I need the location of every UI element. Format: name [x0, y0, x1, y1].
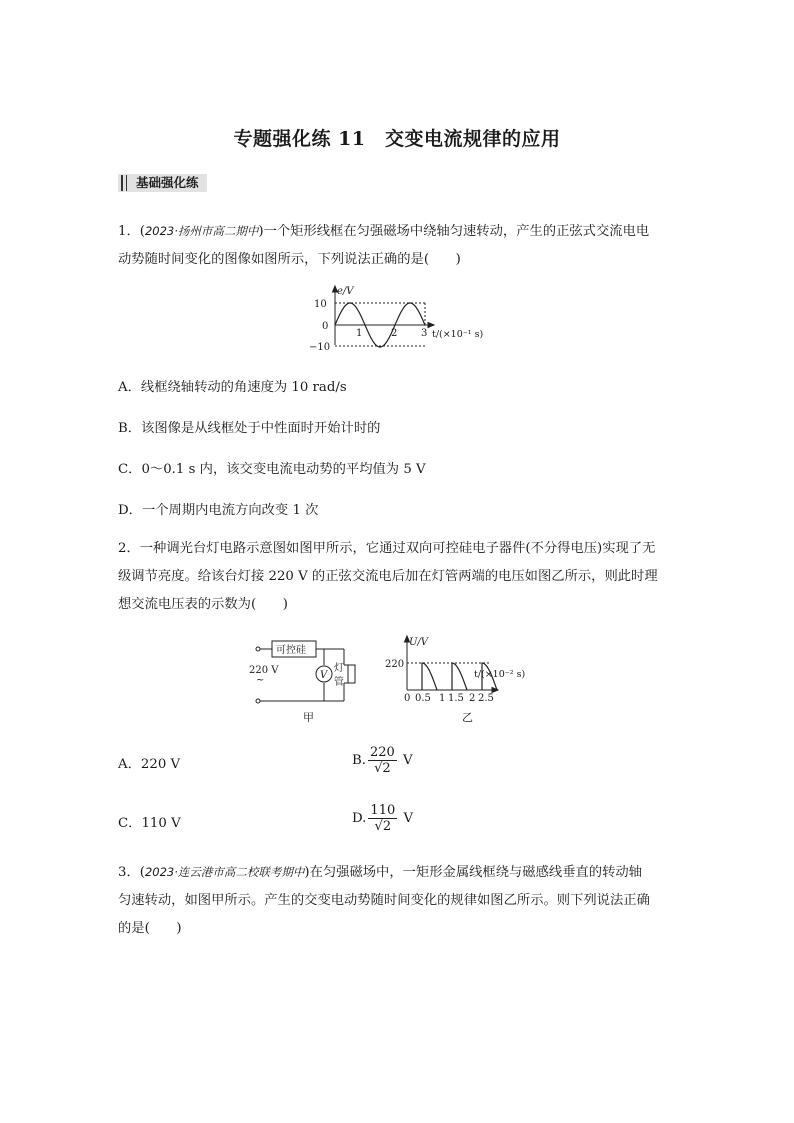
q1-ytick-zero: 0	[322, 321, 329, 332]
question-2-line-3: 想交流电压表的示数为( )	[118, 597, 288, 612]
question-2-voltage-chart	[382, 630, 552, 724]
question-2-option-b[interactable]: B. $\frac{220}{√2}$ V	[352, 745, 413, 776]
question-1-emf-chart	[300, 282, 500, 354]
terminal-top	[256, 647, 260, 651]
section-marker-thin	[126, 175, 127, 191]
q1-ytick-max: 10	[314, 299, 327, 310]
question-1-line-1: 1．(2023·扬州市高二期中)一个矩形线框在匀强磁场中绕轴匀速转动，产生的正弦式交流电电	[118, 224, 650, 239]
lamp-label-1: 灯	[334, 663, 344, 674]
question-3-stem	[118, 858, 680, 943]
question-1-line-2: 动势随时间变化的图像如图所示，下列说法正确的是( )	[118, 252, 461, 267]
option-d-fraction: $\frac{110}{√2}$	[370, 803, 396, 834]
q2-ytick: 220	[385, 659, 405, 670]
q1-xtick-1: 1	[356, 328, 363, 339]
thyristor-label: 可控硅	[276, 645, 306, 656]
q1-xtick-3: 3	[421, 328, 428, 339]
section-label: 基础强化练	[136, 175, 199, 190]
q1-ylabel: e/V	[337, 286, 354, 297]
question-1-option-b[interactable]: B．该图像是从线框处于中性面时开始计时的	[118, 421, 381, 436]
q2-xtick-1: 0.5	[415, 693, 431, 704]
question-3-line-3: 的是( )	[118, 921, 182, 936]
q1-x-arrow	[428, 323, 434, 328]
circuit-caption: 甲	[303, 711, 314, 724]
section-header	[118, 174, 207, 192]
ac-symbol: ~	[256, 675, 265, 686]
question-2-option-d[interactable]: D. $\frac{110}{√2}$ V	[352, 803, 414, 834]
question-1-option-a[interactable]: A．线框绕轴转动的角速度为 10 rad/s	[118, 380, 347, 395]
terminal-bottom	[256, 699, 260, 703]
q2-xtick-3: 1.5	[448, 693, 464, 704]
question-3-source: 2023·连云港市高二校联考期中	[144, 865, 305, 879]
chart-caption: 乙	[462, 711, 473, 724]
question-2-option-c[interactable]: C．110 V	[118, 816, 181, 831]
page-title: 专题强化练 11 交变电流规律的应用	[233, 128, 561, 150]
section-marker	[121, 175, 123, 191]
q2-xtick-5: 2.5	[478, 693, 494, 704]
option-b-fraction: $\frac{220}{√2}$	[370, 745, 395, 776]
question-1-option-c[interactable]: C．0～0.1 s 内，该交变电流电动势的平均值为 5 V	[118, 462, 426, 477]
question-3-line-2: 匀速转动，如图甲所示。产生的交变电动势随时间变化的规律如图乙所示。则下列说法正确	[118, 893, 650, 908]
q2-xtick-2: 1	[439, 693, 446, 704]
question-2-circuit-diagram	[248, 632, 366, 724]
q2-ylabel: U/V	[409, 637, 429, 648]
question-3-line-1: 3．(2023·连云港市高二校联考期中)在匀强磁场中，一矩形金属线框绕与磁感线垂直的转动轴	[118, 865, 642, 880]
q2-xtick-4: 2	[469, 693, 476, 704]
q2-xtick-0: 0	[404, 693, 411, 704]
q1-xlabel: t/(×10⁻¹ s)	[432, 329, 484, 340]
question-1-option-d[interactable]: D．一个周期内电流方向改变 1 次	[118, 503, 319, 518]
question-2-option-a[interactable]: A．220 V	[118, 757, 181, 772]
question-2-stem	[118, 535, 680, 619]
question-2-line-1: 2．一种调光台灯电路示意图如图甲所示，它通过双向可控硅电子器件(不分得电压)实现了无	[118, 541, 656, 556]
q2-x-arrow	[492, 688, 498, 693]
q2-xlabel: t/(×10⁻² s)	[474, 669, 526, 680]
lamp-tube	[348, 665, 355, 683]
q1-ytick-min: −10	[309, 342, 331, 353]
question-1-source: 2023·扬州市高二期中	[144, 224, 259, 238]
question-1-stem	[118, 217, 680, 274]
q1-xtick-2: 2	[391, 328, 398, 339]
voltmeter-label: V	[320, 670, 328, 681]
lamp-label-2: 管	[334, 677, 344, 688]
question-2-line-2: 级调节亮度。给该台灯接 220 V 的正弦交流电后加在灯管两端的电压如图乙所示，则此时理	[118, 569, 658, 584]
supply-voltage-label: 220 V	[249, 665, 279, 676]
